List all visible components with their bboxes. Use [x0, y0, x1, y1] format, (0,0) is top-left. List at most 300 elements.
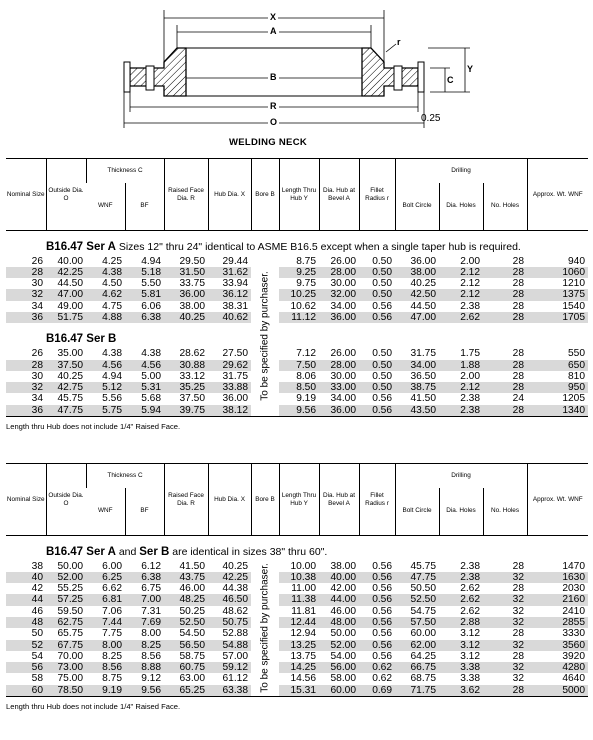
- cell-outside: 45.75: [57, 393, 83, 405]
- cell-wnf: 6.00: [102, 560, 122, 572]
- table-row: [6, 393, 588, 404]
- dim-a-label: A: [270, 26, 277, 36]
- cell-bolt: 40.25: [410, 278, 437, 290]
- cell-size: 42: [31, 583, 43, 595]
- cell-outside: 55.25: [57, 583, 83, 595]
- cell-weight: 4640: [562, 673, 586, 685]
- table-1-header: [6, 159, 588, 231]
- cell-holes-dia: 3.12: [460, 650, 481, 662]
- cell-length: 8.50: [279, 382, 319, 393]
- cell-bevel: 30.00: [330, 278, 357, 290]
- col-raised-face: Raised Face Dia. R: [164, 159, 208, 231]
- cell-length: 7.12: [296, 348, 317, 360]
- cell-wnf: 7.44: [86, 617, 125, 628]
- cell-length: 12.44: [279, 617, 319, 628]
- cell-outside: 73.00: [46, 662, 86, 673]
- cell-size: 60: [6, 685, 46, 697]
- cell-wnf: 8.00: [86, 640, 125, 651]
- cell-bf: 8.56: [141, 650, 162, 662]
- col-wnf: WNF: [97, 507, 113, 515]
- cell-wnf: 6.62: [102, 583, 122, 595]
- cell-bf: 5.81: [125, 289, 164, 300]
- cell-fillet: 0.56: [372, 583, 393, 595]
- cell-bevel: 58.00: [330, 673, 357, 685]
- cell-length: 8.06: [296, 370, 317, 382]
- cell-bf: 5.50: [141, 278, 162, 290]
- cell-size: 34: [31, 393, 43, 405]
- section-title: B16.47 Ser A: [46, 240, 116, 253]
- table-row: [6, 371, 588, 382]
- cell-length: 15.31: [279, 685, 319, 697]
- cell-length: 11.38: [279, 594, 319, 605]
- flange-cross-section: [0, 0, 593, 155]
- cell-hub: 46.50: [208, 594, 251, 605]
- cell-bevel: 26.00: [330, 348, 357, 360]
- cell-raised: 40.25: [164, 312, 208, 323]
- cell-size: 32: [6, 289, 46, 300]
- cell-size: 34: [31, 300, 43, 312]
- col-hub-bevel: Dia. Hub at Bevel A: [319, 464, 359, 536]
- cell-length: 10.25: [279, 289, 319, 300]
- cell-weight: 1630: [527, 572, 588, 583]
- section-heading: [46, 239, 588, 256]
- cell-bevel: 40.00: [319, 572, 359, 583]
- cell-size: 58: [31, 673, 43, 685]
- cell-raised: 54.50: [179, 628, 206, 640]
- cell-bevel: 52.00: [319, 640, 359, 651]
- dim-r-label: R: [270, 101, 277, 111]
- table-row: [6, 267, 588, 278]
- cell-raised: 36.00: [164, 289, 208, 300]
- spacer-row: [6, 231, 588, 239]
- cell-bf: 8.88: [125, 662, 164, 673]
- section-row: [6, 239, 588, 256]
- cell-bevel: 34.00: [330, 393, 357, 405]
- cell-outside: 37.50: [46, 360, 86, 371]
- cell-length: 11.12: [279, 312, 319, 323]
- cell-hub: 38.31: [222, 300, 249, 312]
- col-bolt-circle: Bolt Circle: [395, 183, 439, 231]
- col-wnf: WNF: [97, 202, 113, 210]
- table-1-body: [6, 231, 588, 417]
- cell-holes-dia: 2.38: [460, 300, 481, 312]
- cell-weight: 2030: [562, 583, 586, 595]
- cell-bevel: 30.00: [330, 370, 357, 382]
- cell-bolt: 42.50: [395, 289, 439, 300]
- section-lead-cell: [6, 331, 46, 348]
- cell-bolt: 66.75: [395, 662, 439, 673]
- cell-holes-dia: 3.62: [439, 685, 483, 697]
- cell-outside: 57.25: [46, 594, 86, 605]
- cell-length: 9.19: [296, 393, 317, 405]
- cell-holes-dia: 2.00: [460, 370, 481, 382]
- table-row: [6, 583, 588, 594]
- cell-holes-no: 28: [512, 300, 525, 312]
- cell-size: 30: [31, 278, 43, 290]
- col-length: Length Thru Hub Y: [279, 464, 319, 536]
- cell-weight: 1340: [527, 405, 588, 417]
- bore-note-text: To be specified by purchaser.: [259, 271, 271, 401]
- spec-table-1: [6, 158, 588, 417]
- cell-bevel: 44.00: [319, 594, 359, 605]
- table-row: [6, 312, 588, 323]
- cell-outside: 62.75: [46, 617, 86, 628]
- cell-raised: 50.25: [179, 605, 206, 617]
- cell-outside: 51.75: [46, 312, 86, 323]
- table-row: [6, 606, 588, 617]
- cell-holes-no: 32: [512, 673, 525, 685]
- cell-holes-dia: 2.88: [439, 617, 483, 628]
- cell-bevel: 60.00: [319, 685, 359, 697]
- cell-bolt: 47.75: [395, 572, 439, 583]
- cell-fillet: 0.50: [359, 267, 395, 278]
- cell-holes-no: 28: [512, 583, 525, 595]
- cell-size: 54: [31, 650, 43, 662]
- cell-fillet: 0.50: [372, 348, 393, 360]
- dim-y-label: Y: [467, 64, 474, 74]
- cell-hub: 36.12: [208, 289, 251, 300]
- cell-fillet: 0.56: [372, 560, 393, 572]
- cell-holes-no: 32: [483, 572, 527, 583]
- cell-wnf: 4.94: [102, 370, 122, 382]
- cell-outside: 78.50: [46, 685, 86, 697]
- col-outside-dia: Outside Dia. O: [46, 159, 86, 231]
- cell-bevel: 36.00: [319, 312, 359, 323]
- cell-holes-dia: 1.75: [460, 348, 481, 360]
- cell-bf: 7.69: [125, 617, 164, 628]
- cell-holes-dia: 2.38: [439, 405, 483, 417]
- col-outside-dia: Outside Dia. O: [46, 464, 86, 536]
- cell-raised: 39.75: [164, 405, 208, 417]
- cell-holes-no: 28: [512, 278, 525, 290]
- cell-holes-no: 28: [483, 312, 527, 323]
- cell-size: 36: [6, 312, 46, 323]
- cell-bolt: 71.75: [395, 685, 439, 697]
- cell-length: 9.75: [296, 278, 317, 290]
- cell-weight: 1375: [527, 289, 588, 300]
- cell-length: 14.25: [279, 662, 319, 673]
- cell-raised: 29.50: [179, 255, 206, 267]
- cell-length: 10.00: [290, 560, 317, 572]
- col-length: Length Thru Hub Y: [279, 159, 319, 231]
- cell-wnf: 6.81: [86, 594, 125, 605]
- cell-hub: 57.00: [222, 650, 249, 662]
- cell-fillet: 0.56: [359, 594, 395, 605]
- section-row: [6, 544, 588, 561]
- cell-hub: 33.94: [222, 278, 249, 290]
- footnote-table-2: Length thru Hub does not include 1/4" Raised Face.: [6, 702, 181, 711]
- cell-bf: 9.56: [125, 685, 164, 697]
- cell-bf: 4.94: [141, 255, 162, 267]
- section-and: and: [115, 545, 140, 558]
- cell-bevel: 26.00: [330, 255, 357, 267]
- cell-holes-no: 32: [483, 594, 527, 605]
- cell-holes-no: 28: [483, 405, 527, 417]
- col-bf: BF: [125, 183, 164, 231]
- cell-weight: 3560: [527, 640, 588, 651]
- cell-fillet: 0.50: [359, 360, 395, 371]
- cell-bf: 5.00: [141, 370, 162, 382]
- cell-fillet: 0.56: [359, 640, 395, 651]
- cell-weight: 550: [568, 348, 586, 360]
- cell-bolt: 64.25: [410, 650, 437, 662]
- cell-raised: 41.50: [179, 560, 206, 572]
- cell-hub: 50.75: [208, 617, 251, 628]
- welding-neck-drawing: [0, 0, 593, 155]
- cell-raised: 38.00: [179, 300, 206, 312]
- cell-bolt: 52.50: [395, 594, 439, 605]
- col-holes-no: No. Holes: [483, 488, 527, 536]
- cell-hub: 54.88: [208, 640, 251, 651]
- cell-wnf: 4.38: [86, 267, 125, 278]
- cell-length: 10.38: [279, 572, 319, 583]
- cell-holes-no: 28: [483, 685, 527, 697]
- cell-weight: 1705: [527, 312, 588, 323]
- cell-hub: 29.44: [222, 255, 249, 267]
- table-row: [6, 685, 588, 697]
- cell-bevel: 42.00: [330, 583, 357, 595]
- cell-outside: 47.00: [46, 289, 86, 300]
- dim-fillet-label: r: [397, 37, 401, 47]
- table-row: [6, 301, 588, 312]
- cell-size: 44: [6, 594, 46, 605]
- cell-holes-dia: 3.12: [439, 640, 483, 651]
- table-row: [6, 628, 588, 639]
- cell-weight: 650: [527, 360, 588, 371]
- cell-fillet: 0.56: [359, 405, 395, 417]
- cell-bevel: 36.00: [319, 405, 359, 417]
- table-row: [6, 640, 588, 651]
- col-thickness: Thickness C: [86, 464, 164, 488]
- cell-outside: 67.75: [46, 640, 86, 651]
- cell-size: 40: [6, 572, 46, 583]
- col-weight: Approx. Wt. WNF: [527, 464, 588, 536]
- cell-weight: 5000: [527, 685, 588, 697]
- col-raised-face: Raised Face Dia. R: [164, 464, 208, 536]
- cell-outside: 42.25: [46, 267, 86, 278]
- cell-hub: 27.50: [222, 348, 249, 360]
- cell-bolt: 68.75: [410, 673, 437, 685]
- cell-wnf: 7.75: [102, 628, 122, 640]
- cell-holes-dia: 2.38: [439, 572, 483, 583]
- cell-bolt: 31.75: [410, 348, 437, 360]
- cell-fillet: 0.56: [372, 628, 393, 640]
- cell-bf: 8.25: [125, 640, 164, 651]
- cell-hub: 33.88: [208, 382, 251, 393]
- col-nominal-size: Nominal Size: [6, 190, 45, 198]
- raised-face-note: 0.25: [421, 113, 441, 124]
- spacer-row: [6, 323, 588, 331]
- cell-bf: 4.56: [125, 360, 164, 371]
- cell-wnf: 8.56: [86, 662, 125, 673]
- cell-wnf: 7.06: [102, 605, 122, 617]
- cell-size: 26: [31, 348, 43, 360]
- cell-bolt: 43.50: [395, 405, 439, 417]
- cell-bf: 5.18: [125, 267, 164, 278]
- cell-weight: 2855: [527, 617, 588, 628]
- cell-outside: 42.75: [46, 382, 86, 393]
- cell-weight: 3920: [562, 650, 586, 662]
- cell-wnf: 5.75: [86, 405, 125, 417]
- table-row: [6, 256, 588, 267]
- cell-wnf: 6.25: [86, 572, 125, 583]
- cell-size: 38: [31, 560, 43, 572]
- cell-bevel: 28.00: [319, 360, 359, 371]
- cell-fillet: 0.56: [359, 617, 395, 628]
- cell-fillet: 0.56: [372, 650, 393, 662]
- cell-weight: 3330: [562, 628, 586, 640]
- cell-holes-dia: 2.62: [439, 312, 483, 323]
- cell-length: 13.75: [290, 650, 317, 662]
- cell-holes-no: 28: [512, 560, 525, 572]
- cell-length: 9.56: [279, 405, 319, 417]
- section-heading: [46, 544, 588, 561]
- cell-bf: 7.00: [125, 594, 164, 605]
- col-holes-dia: Dia. Holes: [439, 183, 483, 231]
- cell-wnf: 4.38: [102, 348, 122, 360]
- cell-wnf: 9.19: [86, 685, 125, 697]
- cell-length: 13.25: [279, 640, 319, 651]
- cell-bevel: 50.00: [330, 628, 357, 640]
- table-row: [6, 289, 588, 300]
- dim-x-label: X: [270, 12, 277, 22]
- bore-note-text: To be specified by purchaser.: [259, 563, 271, 694]
- cell-holes-dia: 3.38: [439, 662, 483, 673]
- cell-wnf: 4.56: [86, 360, 125, 371]
- cell-fillet: 0.50: [372, 255, 393, 267]
- cell-wnf: 4.75: [102, 300, 122, 312]
- cell-weight: 950: [527, 382, 588, 393]
- cell-raised: 33.75: [179, 278, 206, 290]
- col-thickness: Thickness C: [86, 159, 164, 183]
- table-row: [6, 348, 588, 359]
- cell-holes-dia: 2.62: [460, 605, 481, 617]
- cell-bf: 4.38: [141, 348, 162, 360]
- cell-bf: 6.38: [125, 572, 164, 583]
- cell-holes-dia: 2.12: [439, 382, 483, 393]
- col-bore: Bore B: [251, 464, 279, 536]
- cell-bf: 5.94: [125, 405, 164, 417]
- cell-bevel: 48.00: [319, 617, 359, 628]
- cell-fillet: 0.62: [359, 662, 395, 673]
- cell-weight: 1060: [527, 267, 588, 278]
- cell-wnf: 4.25: [102, 255, 122, 267]
- table-row: [6, 617, 588, 628]
- table-row: [6, 662, 588, 673]
- cell-raised: 37.50: [179, 393, 206, 405]
- cell-holes-dia: 2.62: [460, 583, 481, 595]
- cell-fillet: 0.69: [359, 685, 395, 697]
- table-row: [6, 360, 588, 371]
- cell-hub: 31.62: [208, 267, 251, 278]
- col-hub-dia: Hub Dia. X: [208, 464, 251, 536]
- cell-wnf: 5.56: [102, 393, 122, 405]
- section-title-b: Ser B: [139, 545, 170, 558]
- cell-holes-no: 28: [512, 348, 525, 360]
- cell-hub: 61.12: [222, 673, 249, 685]
- cell-holes-no: 28: [512, 650, 525, 662]
- cell-bf: 5.31: [125, 382, 164, 393]
- cell-weight: 1540: [562, 300, 586, 312]
- cell-bolt: 36.50: [410, 370, 437, 382]
- cell-holes-no: 28: [512, 628, 525, 640]
- spec-table-2: [6, 463, 588, 697]
- dim-b-label: B: [270, 72, 277, 82]
- cell-holes-dia: 3.12: [460, 628, 481, 640]
- cell-holes-no: 32: [512, 605, 525, 617]
- cell-bevel: 38.00: [330, 560, 357, 572]
- cell-size: 46: [31, 605, 43, 617]
- dim-c-label: C: [447, 75, 454, 85]
- col-hub-dia: Hub Dia. X: [208, 159, 251, 231]
- cell-fillet: 0.50: [372, 278, 393, 290]
- col-hub-bevel: Dia. Hub at Bevel A: [319, 159, 359, 231]
- cell-weight: 940: [568, 255, 586, 267]
- cell-weight: 2410: [562, 605, 586, 617]
- cell-bevel: 54.00: [330, 650, 357, 662]
- cell-size: 28: [6, 267, 46, 278]
- cell-hub: 42.25: [208, 572, 251, 583]
- cell-holes-dia: 1.88: [439, 360, 483, 371]
- cell-raised: 33.12: [179, 370, 206, 382]
- dim-o-label: O: [270, 117, 278, 127]
- table-row: [6, 382, 588, 393]
- cell-bevel: 32.00: [319, 289, 359, 300]
- table-row: [6, 594, 588, 605]
- cell-bolt: 60.00: [410, 628, 437, 640]
- cell-bolt: 45.75: [410, 560, 437, 572]
- cell-fillet: 0.50: [359, 382, 395, 393]
- cell-weight: 810: [568, 370, 586, 382]
- table-row: [6, 572, 588, 583]
- cell-hub: 52.88: [222, 628, 249, 640]
- cell-weight: 1210: [562, 278, 586, 290]
- col-nominal-size: Nominal Size: [6, 495, 45, 503]
- cell-holes-no: 28: [483, 289, 527, 300]
- cell-hub: 63.38: [208, 685, 251, 697]
- cell-size: 28: [6, 360, 46, 371]
- cell-hub: 36.00: [222, 393, 249, 405]
- cell-length: 9.25: [279, 267, 319, 278]
- cell-holes-no: 32: [483, 617, 527, 628]
- cell-outside: 59.50: [57, 605, 83, 617]
- cell-hub: 40.62: [208, 312, 251, 323]
- cell-fillet: 0.56: [372, 605, 393, 617]
- cell-holes-dia: 3.38: [460, 673, 481, 685]
- cell-length: 14.56: [290, 673, 317, 685]
- cell-raised: 60.75: [164, 662, 208, 673]
- cell-weight: 2160: [527, 594, 588, 605]
- cell-raised: 28.62: [179, 348, 206, 360]
- cell-length: 11.00: [291, 583, 317, 595]
- cell-outside: 40.25: [57, 370, 83, 382]
- section-lead-cell: [6, 239, 46, 256]
- cell-bolt: 54.75: [410, 605, 437, 617]
- cell-size: 26: [31, 255, 43, 267]
- cell-fillet: 0.50: [372, 370, 393, 382]
- cell-length: 7.50: [279, 360, 319, 371]
- cell-bevel: 56.00: [319, 662, 359, 673]
- cell-hub: 44.38: [222, 583, 249, 595]
- spacer-cell: [6, 536, 588, 544]
- cell-size: 50: [31, 628, 43, 640]
- cell-holes-dia: 2.12: [439, 267, 483, 278]
- cell-outside: 47.75: [46, 405, 86, 417]
- cell-raised: 56.50: [164, 640, 208, 651]
- cell-raised: 31.50: [164, 267, 208, 278]
- cell-hub: 48.62: [222, 605, 249, 617]
- cell-size: 56: [6, 662, 46, 673]
